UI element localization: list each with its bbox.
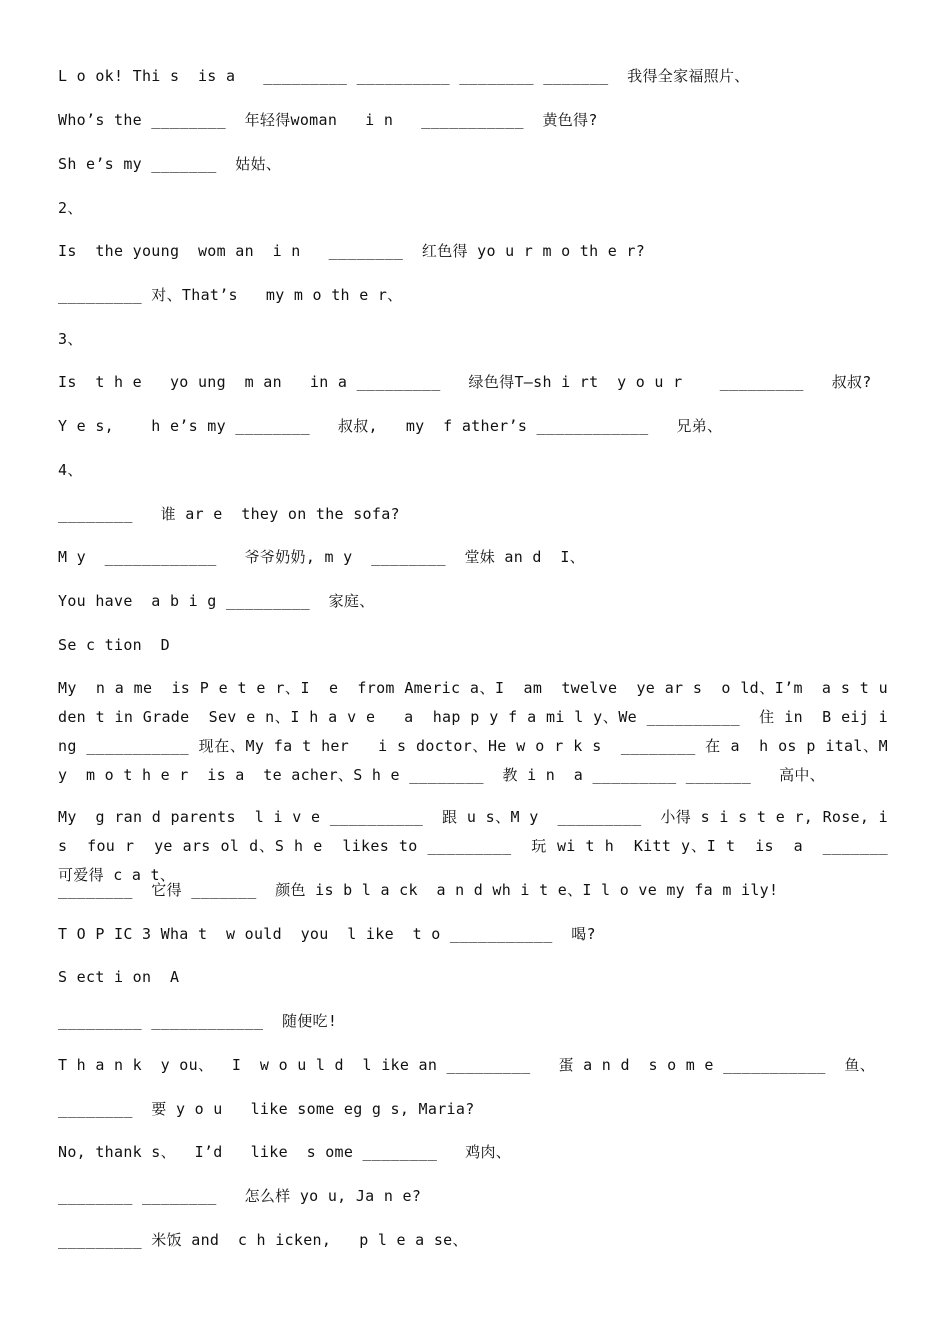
text-line: Who’s the ________ 年轻得woman i n ___________ 黄色得? <box>58 111 598 129</box>
text-line: ________ ________ 怎么样 yo u, Ja n e? <box>58 1187 422 1205</box>
section-heading: S ect i on A <box>58 968 180 986</box>
text-line: Y e s, h e’s my ________ 叔叔, my f ather’s ____________ 兄弟、 <box>58 417 723 435</box>
text-line: No, thank s、 I’d like s ome ________ 鸡肉、 <box>58 1143 512 1161</box>
passage-paragraph: My n a me is P e t e r、I e from Americ a、I am twelve ye ar s o ld、I’m a s t u den t in Grade Sev e n、I h a v e a hap p y f a mi l y、We __________ 住 in B eij i ng ___________ 现在、My fa t her i s doctor、He w o r k s ________ 在 a h os p ital、M y m o t h e r is a te acher、S h e ________ 教 i n a _________ _______ 高中、 <box>58 679 898 784</box>
text-line: T h a n k y ou、 I w o u l d l ike an _________ 蛋 a n d s o m e ___________ 鱼、 <box>58 1056 875 1074</box>
text-line: Sh e’s my _______ 姑姑、 <box>58 155 282 173</box>
text-line: M y ____________ 爷爷奶奶, m y ________ 堂妹 an d I、 <box>58 548 585 566</box>
text-line: ________ 谁 ar e they on the sofa? <box>58 505 400 523</box>
text-line: Is the young wom an i n ________ 红色得 yo u r m o th e r? <box>58 242 646 260</box>
text-line: ________ 它得 _______ 颜色 is b l a ck a n d wh i t e、I l o ve my fa m ily! <box>58 881 779 899</box>
text-line: ________ 要 y o u like some eg g s, Maria? <box>58 1100 475 1118</box>
topic-heading: T O P IC 3 Wha t w ould you l ike t o ___________ 喝? <box>58 925 596 943</box>
section-heading: Se c tion D <box>58 636 170 654</box>
text-line: _________ 米饭 and c h icken, p l e a se、 <box>58 1231 468 1249</box>
text-line: _________ 对、That’s my m o th e r、 <box>58 286 403 304</box>
text-line: L o ok! Thi s is a _________ __________ ________ _______ 我得全家福照片、 <box>58 67 750 85</box>
text-line: Is t h e yo ung m an in a _________ 绿色得T—sh i rt y o u r _________ 叔叔? <box>58 373 872 391</box>
section-number: 2、 <box>58 199 83 217</box>
text-line: You have a b i g _________ 家庭、 <box>58 592 375 610</box>
section-number: 4、 <box>58 461 83 479</box>
text-line: _________ ____________ 随便吃! <box>58 1012 338 1030</box>
passage-paragraph: My g ran d parents l i v e __________ 跟 u s、M y _________ 小得 s i s t e r, Rose, is fou r ye ars ol d、S h e likes to _________ 玩 wi t h Kitt y、I t is a _______ 可爱得 c a t、 <box>58 808 907 884</box>
section-number: 3、 <box>58 330 83 348</box>
